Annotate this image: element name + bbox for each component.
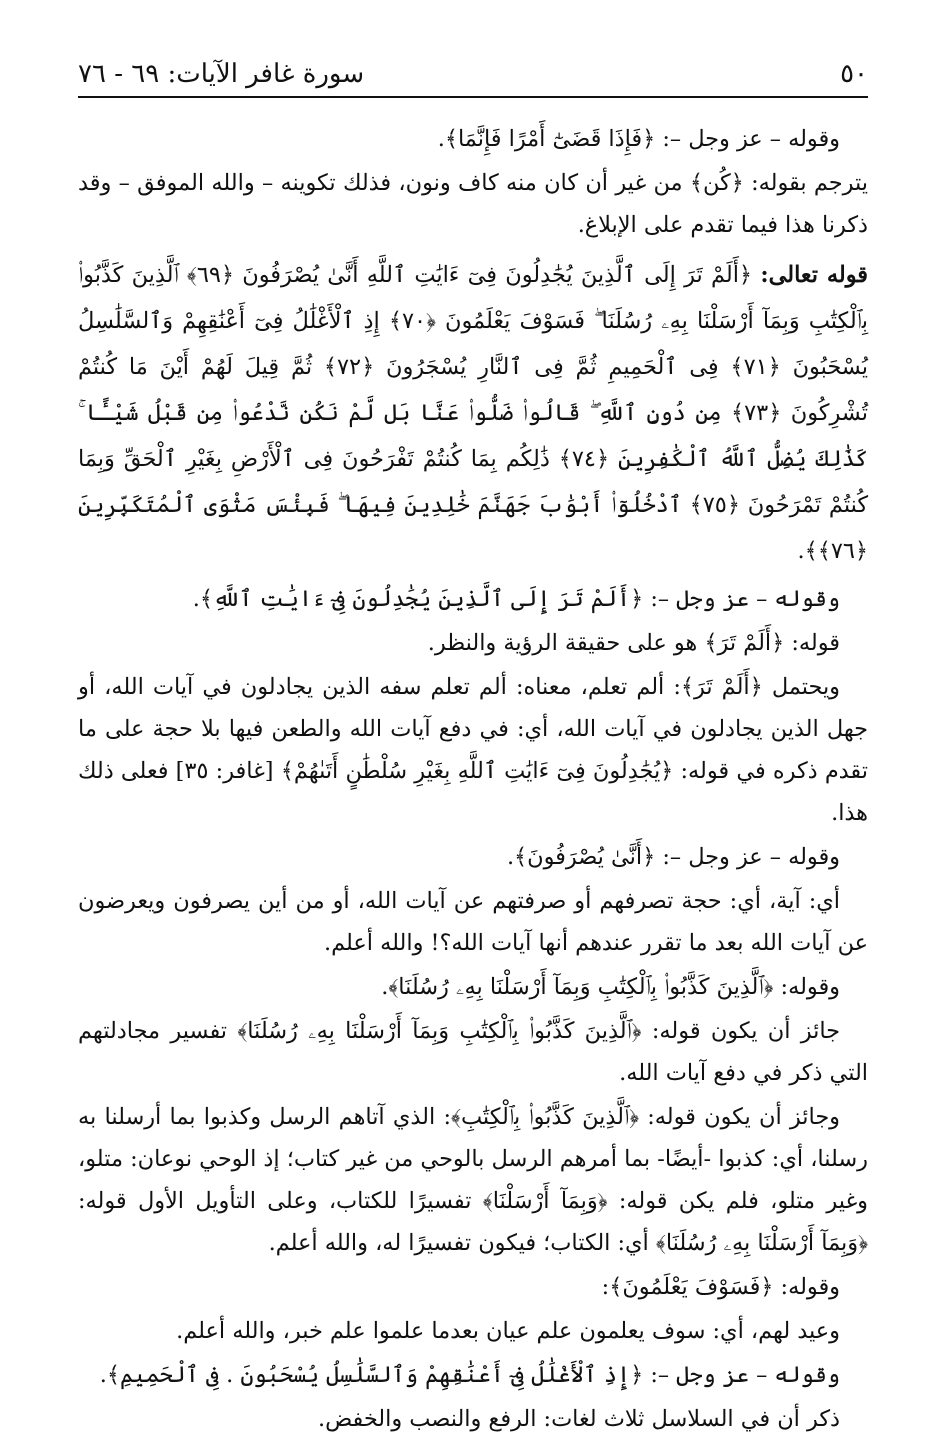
page-header [78, 52, 868, 98]
page-body [78, 118, 868, 1442]
paragraph: أي: آية، أي: حجة تصرفهم أو صرفتهم عن آيات الله، أو من أين يصرفون ويعرضون عن آيات الله بعد ما تقرر عندهم أنها آيات الله؟! والله أعلم. [78, 888, 868, 956]
paragraph: يترجم بقوله: ﴿كُن﴾ من غير أن كان منه كاف ونون، فذلك تكوينه – والله الموفق – وقد ذكرنا هذا فيما تقدم على الإبلاغ. [78, 170, 868, 238]
running-title: سورة غافر الآيات: ٦٩ - ٧٦ [78, 59, 365, 89]
paragraph: ويحتمل ﴿أَلَمْ تَرَ﴾: ألم تعلم، معناه: ألم تعلم سفه الذين يجادلون في آيات الله، أو جهل الذين يجادلون في آيات الله، أي: في دفع آيات الله والطعن فيها بلا حجة على ما تقدم ذكره في قوله: ﴿يُجَٰدِلُونَ فِىٓ ءَايَٰتِ ٱللَّهِ بِغَيْرِ سُلْطَٰنٍ أَتَىٰهُمْ﴾ [غافر: ٣٥] فعلى ذلك هذا. [78, 674, 868, 826]
paragraph: وقوله: ﴿فَسَوْفَ يَعْلَمُونَ﴾: [601, 1274, 840, 1300]
page-number: ٥٠ [840, 59, 868, 89]
paragraph: وجائز أن يكون قوله: ﴿ٱلَّذِينَ كَذَّبُوا۟ بِٱلْكِتَٰبِ﴾: الذي آتاهم الرسل وكذبوا بما أرسلنا به رسلنا، أي: كذبوا -أيضًا- بما أمرهم الرسل بالوحي من غير كتاب؛ إذ الوحي نوعان: متلو، وغير متلو، فلم يكن قوله: ﴿وَبِمَآ أَرْسَلْنَا﴾ تفسيرًا للكتاب، وعلى التأويل الأول قوله: ﴿وَبِمَآ أَرْسَلْنَا بِهِۦ رُسُلَنَا﴾ أي: الكتاب؛ فيكون تفسيرًا له، والله أعلم. [78, 1104, 868, 1256]
paragraph: وقوله – عز وجل –: ﴿أَلَمْ تَرَ إِلَى ٱلَّذِينَ يُجَٰدِلُونَ فِىٓ ءَايَٰتِ ٱللَّهِ﴾. [192, 586, 840, 612]
quran-verses: ﴿أَلَمْ تَرَ إِلَى ٱلَّذِينَ يُجَٰدِلُونَ فِىٓ ءَايَٰتِ ٱللَّهِ أَنَّىٰ يُصْرَفُونَ ﴿٦٩﴾ ٱلَّذِينَ كَذَّبُوا۟ بِٱلْكِتَٰبِ وَبِمَآ أَرْسَلْنَا بِهِۦ رُسُلَنَا ۖ فَسَوْفَ يَعْلَمُونَ ﴿٧٠﴾ إِذِ ٱلْأَغْلَٰلُ فِىٓ أَعْنَٰقِهِمْ وَٱلسَّلَٰسِلُ يُسْحَبُونَ ﴿٧١﴾ فِى ٱلْحَمِيمِ ثُمَّ فِى ٱلنَّارِ يُسْجَرُونَ ﴿٧٢﴾ ثُمَّ قِيلَ لَهُمْ أَيْنَ مَا كُنتُمْ تُشْرِكُونَ ﴿٧٣﴾ مِن دُونِ ٱللَّهِ ۖ قَالُوا۟ ضَلُّوا۟ عَنَّا بَل لَّمْ نَكُن نَّدْعُوا۟ مِن قَبْلُ شَيْـًٔا ۚ كَذَٰلِكَ يُضِلُّ ٱللَّهُ ٱلْكَٰفِرِينَ ﴿٧٤﴾ ذَٰلِكُم بِمَا كُنتُمْ تَفْرَحُونَ فِى ٱلْأَرْضِ بِغَيْرِ ٱلْحَقِّ وَبِمَا كُنتُمْ تَمْرَحُونَ ﴿٧٥﴾ ٱدْخُلُوٓا۟ أَبْوَٰبَ جَهَنَّمَ خَٰلِدِينَ فِيهَا ۖ فَبِئْسَ مَثْوَى ٱلْمُتَكَبِّرِينَ ﴿٧٦﴾﴾. [78, 262, 869, 564]
paragraph: جائز أن يكون قوله: ﴿ٱلَّذِينَ كَذَّبُوا۟ بِٱلْكِتَٰبِ وَبِمَآ أَرْسَلْنَا بِهِۦ رُسُلَنَا﴾ تفسير مجادلتهم التي ذكر في دفع آيات الله. [78, 1018, 868, 1086]
paragraph: وقوله: ﴿ٱلَّذِينَ كَذَّبُوا۟ بِٱلْكِتَٰبِ وَبِمَآ أَرْسَلْنَا بِهِۦ رُسُلَنَا﴾. [381, 974, 840, 1000]
paragraph: وقوله – عز وجل –: ﴿فَإِذَا قَضَىٰٓ أَمْرًا فَإِنَّمَا﴾. [437, 126, 840, 152]
paragraph: وقوله – عز وجل –: ﴿إِذِ ٱلْأَغْلَٰلُ فِىٓ أَعْنَٰقِهِمْ وَٱلسَّلَٰسِلُ يُسْحَبُونَ . فِى ٱلْحَمِيمِ﴾. [99, 1362, 840, 1388]
paragraph: وعيد لهم، أي: سوف يعلمون علم عيان بعدما علموا علم خبر، والله أعلم. [176, 1318, 840, 1344]
quran-passage [78, 252, 868, 574]
paragraph: قوله: ﴿أَلَمْ تَرَ﴾ هو على حقيقة الرؤية والنظر. [427, 630, 840, 656]
paragraph: وقوله – عز وجل –: ﴿أَنَّىٰ يُصْرَفُونَ﴾. [506, 844, 840, 870]
paragraph: ذكر أن في السلاسل ثلاث لغات: الرفع والنصب والخفض. [317, 1406, 840, 1432]
passage-lead: قوله تعالى: [760, 262, 868, 288]
